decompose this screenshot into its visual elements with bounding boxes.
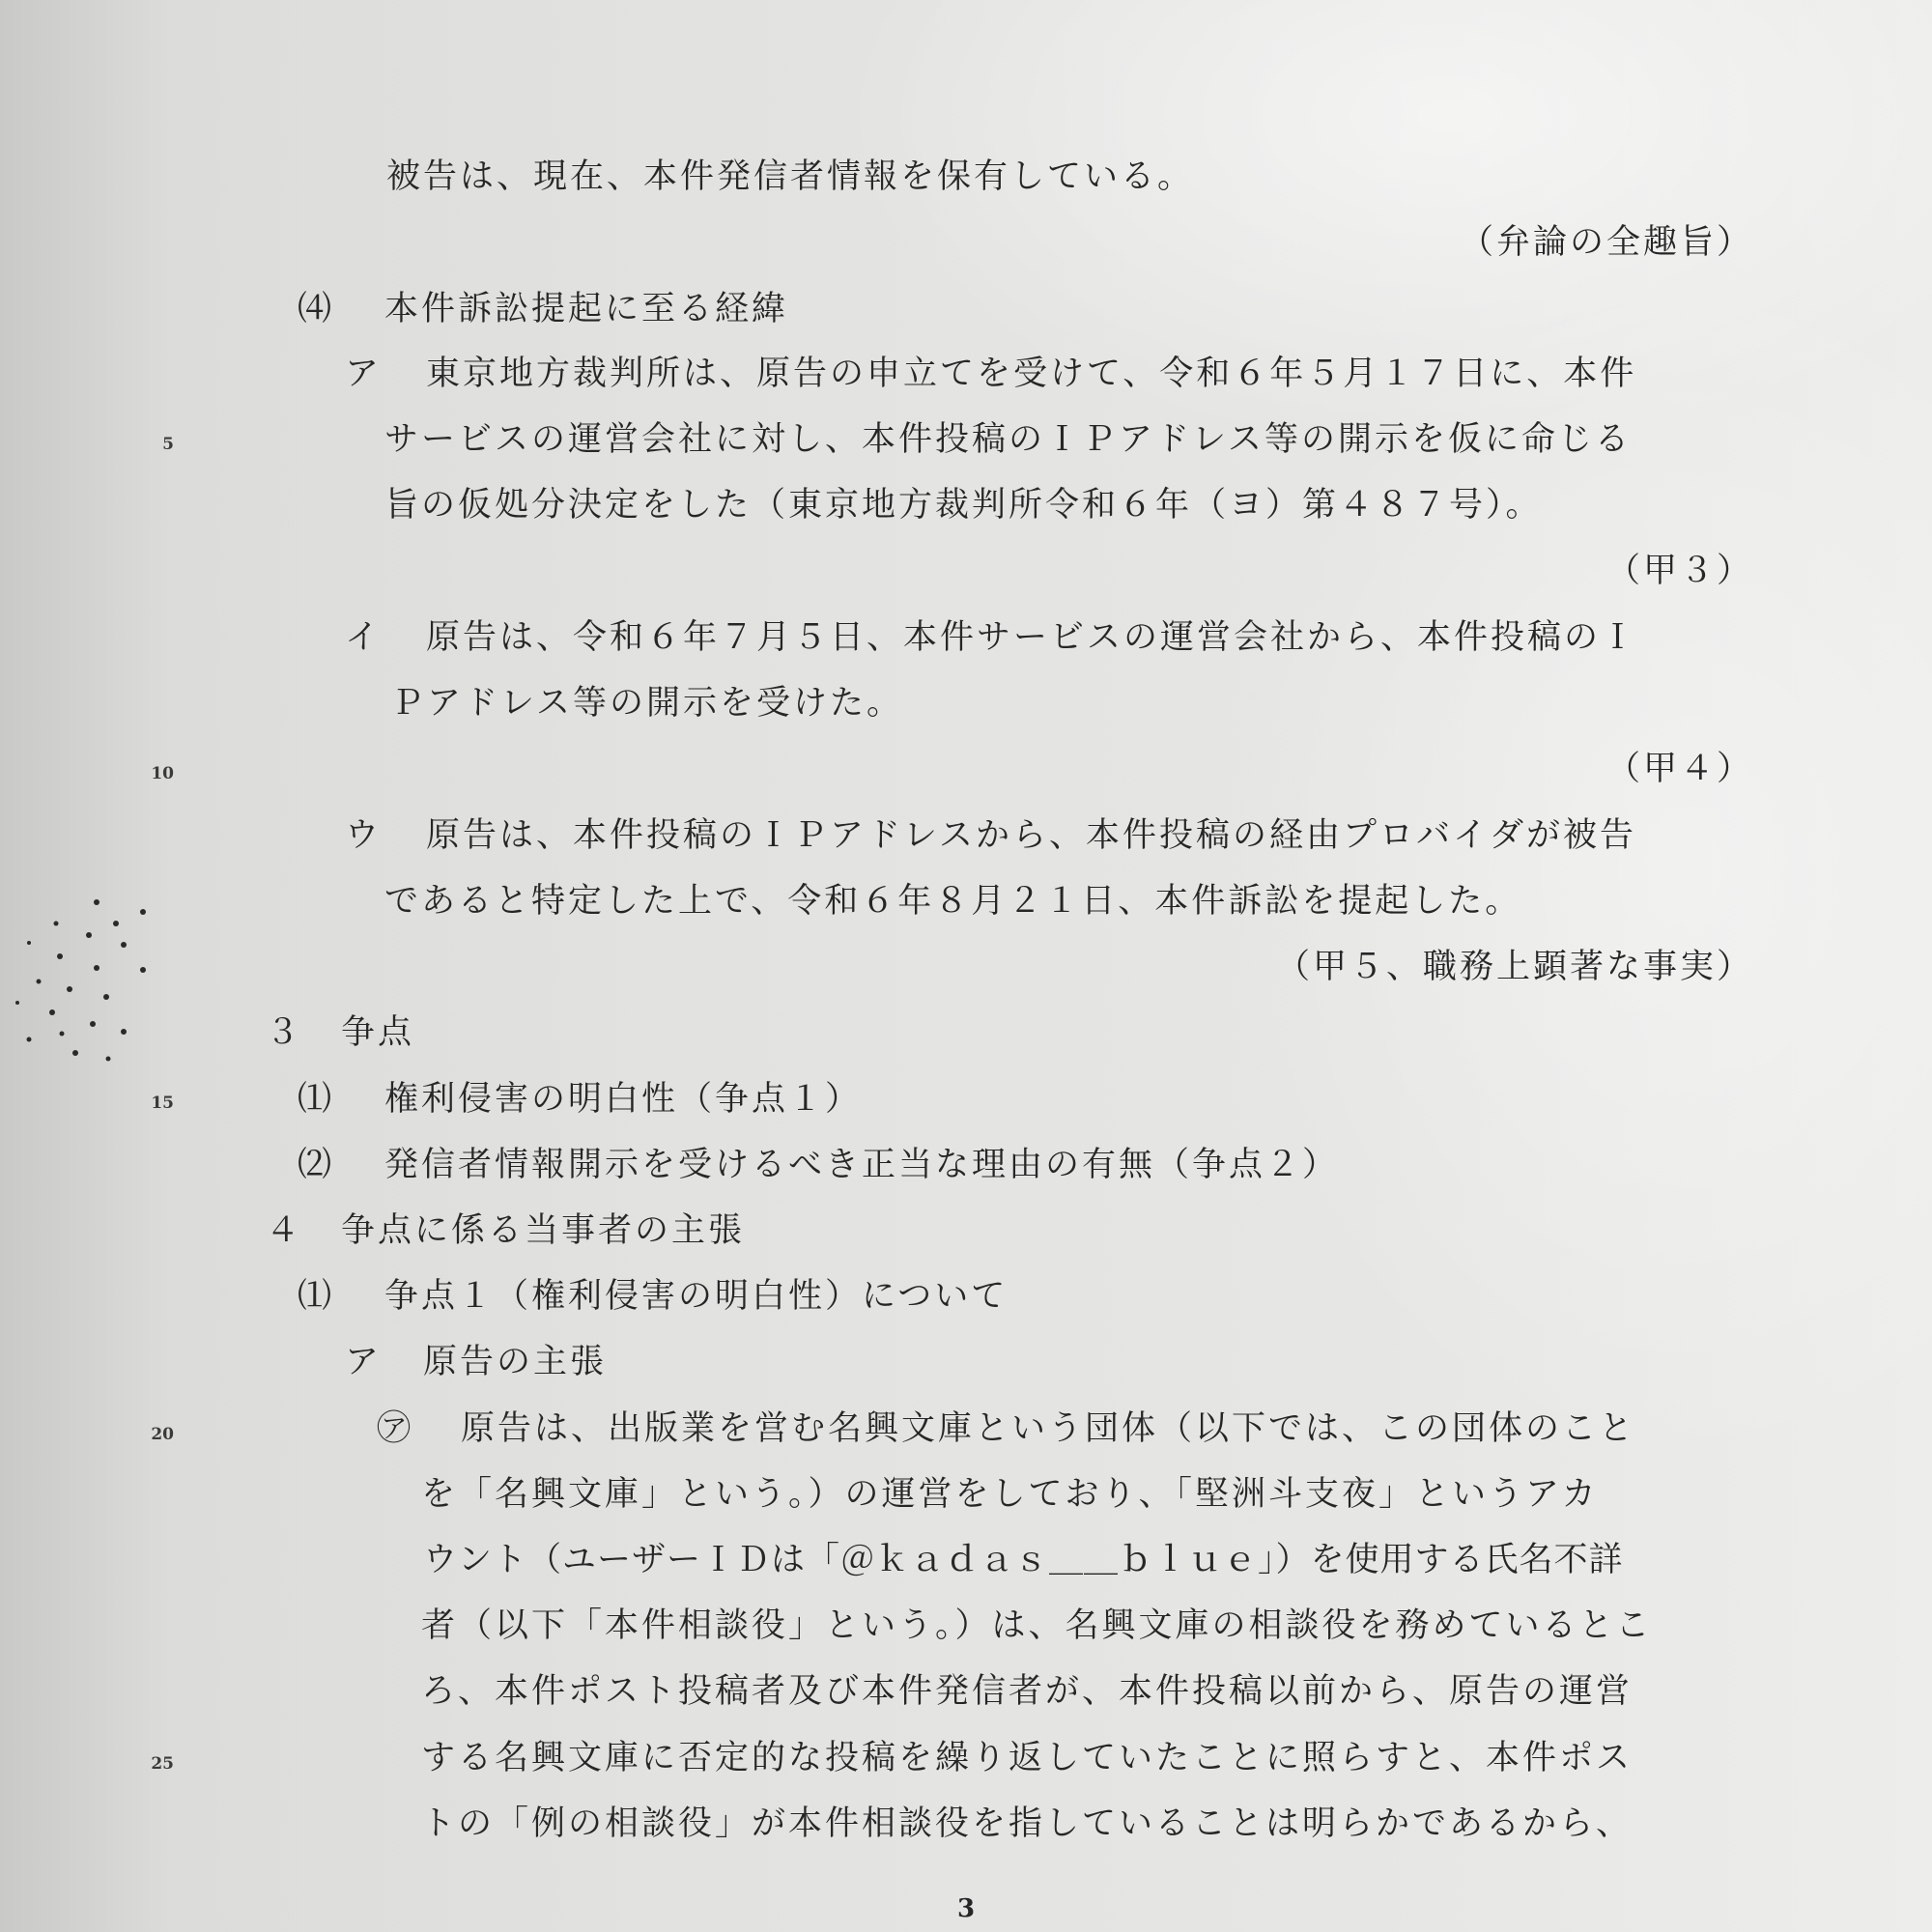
- citation-line: （甲３）: [1605, 552, 1753, 590]
- item-marker: ⑴: [298, 1080, 335, 1119]
- body-line: 原告は、本件投稿のＩＰアドレスから、本件投稿の経由プロバイダが被告: [426, 816, 1636, 855]
- item-marker: ウ: [345, 816, 383, 855]
- item-marker: ⑵: [298, 1146, 335, 1184]
- body-line: 原告は、令和６年７月５日、本件サービスの運営会社から、本件投稿のＩ: [426, 618, 1638, 657]
- body-line: ウント（ユーザーＩＤは「＠ｋａｄａｓ＿＿ｂｌｕｅ」）を使用する氏名不詳: [423, 1541, 1624, 1579]
- item-marker: イ: [345, 618, 383, 657]
- body-line: であると特定した上で、令和６年８月２１日、本件訴訟を提起した。: [384, 882, 1522, 921]
- body-line: 権利侵害の明白性（争点１）: [384, 1080, 863, 1119]
- body-line: サービスの運営会社に対し、本件投稿のＩＰアドレス等の開示を仮に命じる: [384, 420, 1632, 459]
- binder-hole-dots: [0, 889, 164, 1072]
- body-line: 東京地方裁判所は、原告の申立てを受けて、令和６年５月１７日に、本件: [426, 355, 1637, 393]
- body-line: Ｐアドレス等の開示を受けた。: [390, 684, 903, 723]
- body-line: トの「例の相談役」が本件相談役を指していることは明らかであるから、: [421, 1804, 1634, 1843]
- body-line: 被告は、現在、本件発信者情報を保有している。: [386, 157, 1195, 196]
- item-marker: ㋐: [377, 1409, 414, 1448]
- body-line: 原告は、出版業を営む名興文庫という団体（以下では、この団体のこと: [461, 1409, 1636, 1448]
- citation-line: （弁論の全趣旨）: [1459, 223, 1753, 262]
- section-heading: 争点に係る当事者の主張: [341, 1211, 746, 1250]
- item-marker: ３: [266, 1013, 303, 1052]
- line-number-10: 10: [151, 764, 174, 783]
- section-heading: 争点: [341, 1013, 415, 1052]
- page-number: 3: [956, 1894, 976, 1923]
- item-marker: ア: [345, 355, 383, 393]
- body-line: ろ、本件ポスト投稿者及び本件発信者が、本件投稿以前から、原告の運営: [421, 1672, 1634, 1711]
- line-number-25: 25: [151, 1754, 174, 1774]
- body-line: 者（以下「本件相談役」という。）は、名興文庫の相談役を務めているとこ: [421, 1606, 1653, 1645]
- citation-line: （甲４）: [1605, 750, 1753, 788]
- body-line: 旨の仮処分決定をした（東京地方裁判所令和６年（ヨ）第４８７号）。: [384, 486, 1543, 525]
- item-marker: ⑴: [298, 1277, 335, 1316]
- body-line: 争点１（権利侵害の明白性）について: [384, 1277, 1009, 1316]
- item-marker: ４: [266, 1211, 303, 1250]
- line-number-5: 5: [162, 435, 174, 454]
- line-number-20: 20: [151, 1425, 174, 1444]
- section-heading: 本件訴訟提起に至る経緯: [384, 290, 789, 328]
- body-line: を「名興文庫」という。）の運営をしており、「堅洲斗支夜」というアカ: [421, 1475, 1599, 1514]
- body-line: 原告の主張: [423, 1343, 608, 1381]
- line-number-15: 15: [151, 1094, 174, 1113]
- item-marker: ⑷: [298, 290, 335, 328]
- item-marker: ア: [345, 1343, 383, 1381]
- body-line: する名興文庫に否定的な投稿を繰り返していたことに照らすと、本件ポス: [421, 1739, 1634, 1777]
- citation-line: （甲５、職務上顕著な事実）: [1275, 948, 1753, 986]
- body-line: 発信者情報開示を受けるべき正当な理由の有無（争点２）: [384, 1146, 1340, 1184]
